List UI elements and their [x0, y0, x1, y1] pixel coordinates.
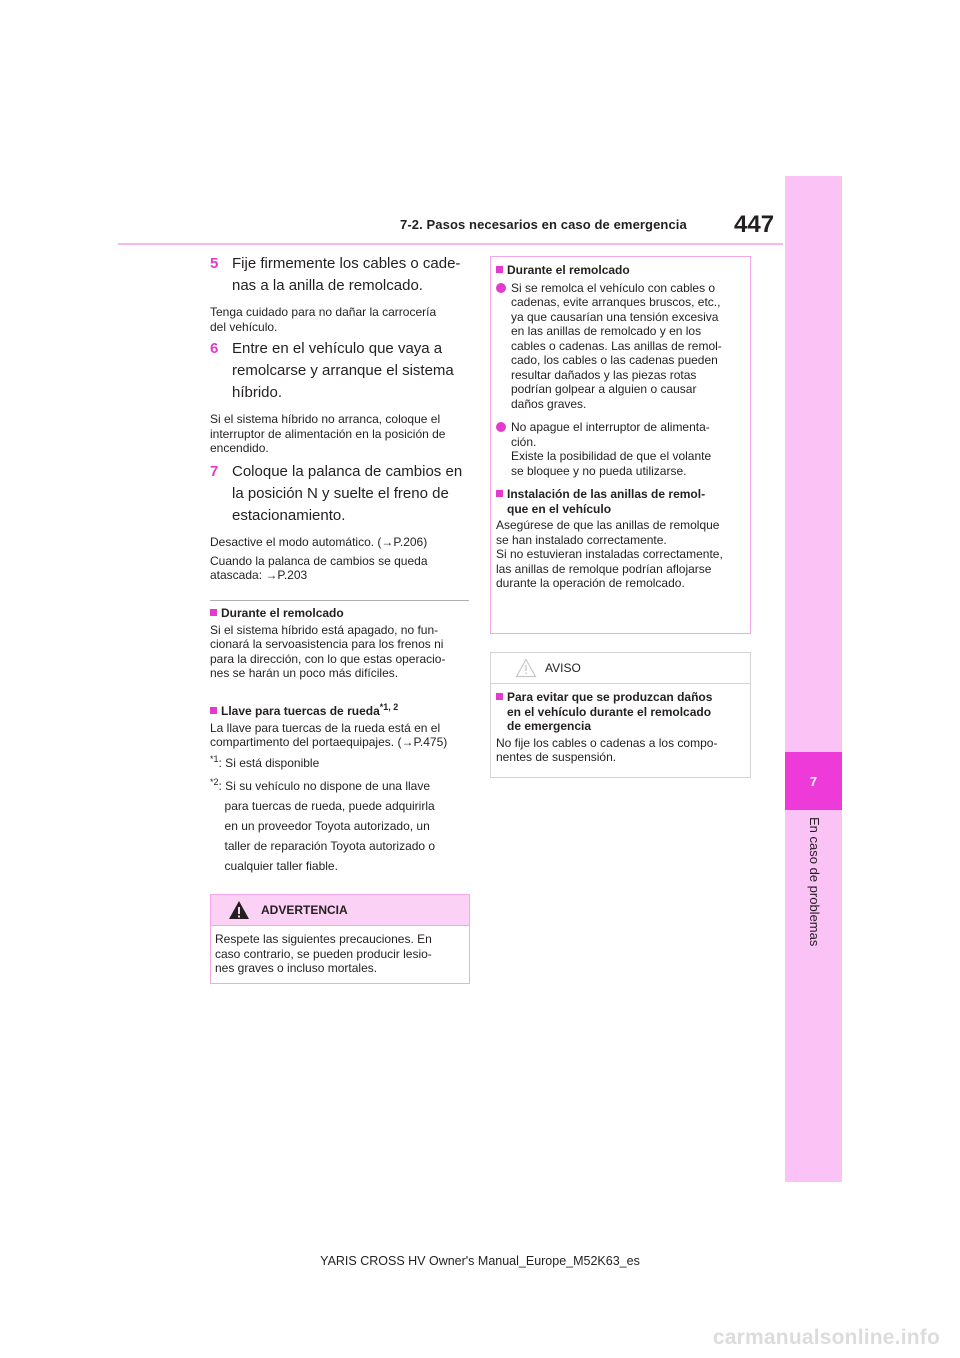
notice-title: AVISO [545, 661, 581, 675]
towing-note: Durante el remolcado Si el sistema híbrido está apagado, no fun- cionará la servoasistencia para los frenos ni para la dirección, con lo que estas operacio- nes se harán un poco más difíciles. [210, 606, 446, 680]
chapter-number-tab[interactable]: 7 [785, 752, 842, 810]
towing-warning-box: Durante el remolcado Si se remolca el vehículo con cables o cadenas, evite arranques bruscos, etc., ya que causarían una tensión excesiva en las anillas de remolcado y en los cables o cadenas. Las anillas de remol- cado, los cables o las cadenas pueden resultar dañados y las piezas rotas podrían golpear a alguien o causar daños graves. No apague el interruptor de alimenta- ción. Existe la posibilidad de que el volante se bloquee y no pueda utilizarse. Instalación de las anillas de remol- que en el vehículo Asegúrese de que las anillas de remolque se han instalado correctamente. Si no estuvieran instaladas correctamente, las anillas de remolque podrían aflojarse durante la operación de remolcado. [490, 256, 751, 634]
chapter-label: En caso de problemas [807, 817, 822, 947]
step-6: 6 Entre en el vehículo que vaya a remolcarse y arranque el sistema híbrido. Si el sistema híbrido no arranca, coloque el interruptor de alimentación en la posición de encendido. [210, 340, 454, 455]
step-number: 6 [210, 340, 219, 357]
square-bullet-icon [496, 266, 503, 273]
step-7: 7 Coloque la palanca de cambios en la posición N y suelte el freno de estacionamiento. Desactive el modo automático. (→P.206) Cuando la palanca de cambios se queda atascada: →P.203 [210, 461, 472, 583]
divider [210, 600, 469, 601]
page-number: 447 [734, 211, 775, 238]
caution-triangle-icon [515, 658, 537, 678]
bullet-item: Si se remolca el vehículo con cables o cadenas, evite arranques bruscos, etc., ya que causarían una tensión excesiva en las anillas de remolcado y en los cables o cadenas. Las anillas de remol- cado, los cables o las cadenas pueden resultar dañados y las piezas rotas podrían golpear a alguien o causar daños graves. [496, 281, 746, 412]
notice-header [491, 653, 750, 684]
watermark: carmanualsonline.info [712, 1326, 940, 1349]
warning-title: ADVERTENCIA [261, 903, 348, 917]
wrench-note: Llave para tuercas de rueda$^{*1, 2}$ La llave para tuercas de la rueda está en el compartimento del portaequipajes. (→P.475) $^{*1}$: Si está disponible *2 : Si su vehículo no dispone de una llave para tuercas de rueda, puede adquirirla en un proveedor Toyota autorizado, un taller de reparación Toyota autorizado o cualquier taller fiable. [210, 700, 472, 876]
step-5: 5 Fije firmemente los cables o cade- nas a la anilla de remolcado. Tenga cuidado para no dañar la carrocería del vehículo. [210, 255, 461, 334]
notice-box: AVISO Para evitar que se produzcan daños en el vehículo durante el remolcado de emergencia No fije los cables o cadenas a los compo- nentes de suspensión. [490, 652, 751, 778]
luggage-compartment-reference[interactable]: compartimento del portaequipajes. (→P.475) [210, 735, 448, 749]
step-number: 7 [210, 463, 219, 480]
step-number: 5 [210, 255, 219, 272]
section-title: 7-2. Pasos necesarios en caso de emergencia [400, 217, 687, 232]
warning-header [211, 895, 469, 926]
round-bullet-icon [496, 422, 506, 432]
round-bullet-icon [496, 283, 506, 293]
warning-triangle-icon [228, 900, 250, 920]
chapter-tab-band [785, 176, 842, 1182]
square-bullet-icon [210, 707, 217, 714]
auto-mode-reference[interactable]: Desactive el modo automático. (→P.206) [210, 535, 428, 549]
manual-footer: YARIS CROSS HV Owner's Manual_Europe_M52K63_es [320, 1254, 640, 1268]
warning-box: ADVERTENCIA Respete las siguientes precauciones. En caso contrario, se pueden producir lesio- nes graves o incluso mortales. [210, 894, 470, 984]
square-bullet-icon [496, 693, 503, 700]
square-bullet-icon [496, 490, 503, 497]
header-rule [118, 243, 783, 245]
bullet-item: No apague el interruptor de alimenta- ción. Existe la posibilidad de que el volante se bloquee y no pueda utilizarse. [496, 420, 746, 478]
shift-lever-reference[interactable]: atascada: →P.203 [210, 568, 308, 582]
square-bullet-icon [210, 609, 217, 616]
